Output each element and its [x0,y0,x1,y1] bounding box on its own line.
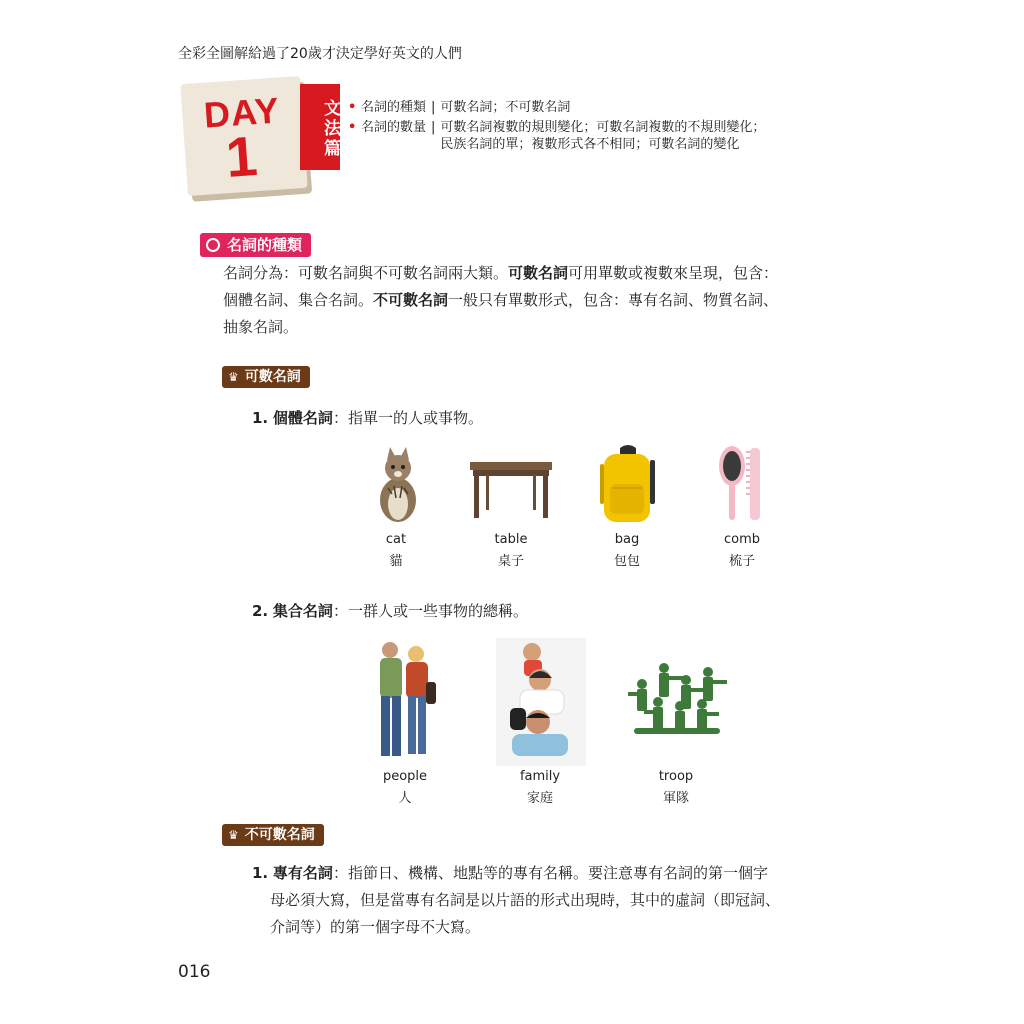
topic-label: 名詞的種類 [361,100,427,115]
label-table-zh: 桌子 [497,554,524,569]
cat-picture [370,442,426,526]
label-table-en: table [494,532,528,547]
day-number: 1 [223,123,260,190]
uncountable-tag [222,824,324,846]
topic-body: 可數名詞複數的規則變化；可數名詞複數的不規則變化； [440,120,766,135]
intro-paragraph [223,260,813,341]
label-people-en: people [382,769,428,784]
topic-body-line2: 民族名詞的單；複數形式各不相同；可數名詞的變化 [440,137,740,152]
item-proper-paragraph [252,860,812,941]
label-family-zh: 家庭 [526,791,553,806]
divider: | [431,120,436,135]
day-word: DAY [202,89,282,136]
label-family-en: family [519,769,561,784]
item-title: 專有名詞 [272,864,333,882]
backpack-picture [598,444,658,526]
intro-line-2 [223,287,813,314]
label-bag-zh: 包包 [613,554,640,569]
grammar-tab-label: 文法篇 [320,99,340,159]
uncountable-tag-label: 不可數名詞 [244,827,315,843]
item-number: 1. [252,409,269,427]
comb-picture [716,444,768,524]
label-comb-en: comb [723,532,761,547]
label-bag-en: bag [614,532,640,547]
intro-text: 抽象名詞。 [223,318,299,336]
topic-item [348,119,765,153]
topic-item [348,99,765,116]
label-cat-en: cat [385,532,407,547]
item-individual-heading [252,407,483,428]
item-number: 2. [252,602,269,620]
family-picture [496,638,586,766]
page-number: 016 [178,962,211,982]
bullet-icon: • [348,120,357,135]
label-troop-zh: 軍隊 [662,791,689,806]
intro-line-3 [223,314,813,341]
section-tag-noun-types [200,233,311,257]
crown-icon: ♛ [228,828,239,842]
topic-body-wrap [440,119,765,153]
countable-tag [222,366,310,388]
intro-text: 個體名詞、集合名詞。 [223,291,374,309]
intro-line-1 [223,260,813,287]
intro-text: 一般只有單數形式，包含：專有名詞、物質名詞、 [448,291,779,309]
item-desc: ：指單一的人或事物。 [332,409,483,427]
lightbulb-icon [206,238,220,252]
intro-text: 可用單數或複數來呈現，包含： [568,264,779,282]
topic-body: 可數名詞；不可數名詞 [440,100,571,115]
grammar-tab [300,84,340,170]
people-picture [368,638,440,760]
item-collective-heading [252,600,528,621]
section-tag-label: 名詞的種類 [227,236,303,254]
item-desc: ：一群人或一些事物的總稱。 [332,602,528,620]
label-troop-en: troop [658,769,694,784]
bullet-icon: • [348,100,357,115]
item-title: 集合名詞 [272,602,333,620]
running-head: 全彩全圖解給過了20歲才決定學好英文的人們 [178,46,462,62]
topic-list [348,99,765,156]
proper-text: ：指節日、機構、地點等的專有名稱。要注意專有名詞的第一個字 [332,864,768,882]
label-cat-zh: 貓 [389,554,403,569]
topic-label: 名詞的數量 [361,120,427,135]
proper-line-2: 母必須大寫，但是當專有名詞是以片語的形式出現時，其中的虛詞（即冠詞、 [270,891,781,909]
crown-icon: ♛ [228,370,239,384]
label-comb-zh: 梳子 [728,554,755,569]
divider: | [431,100,436,115]
label-people-zh: 人 [398,791,412,806]
proper-line-3: 介詞等）的第一個字母不大寫。 [270,918,481,936]
intro-bold: 不可數名詞 [373,291,449,309]
item-number: 1. [252,864,269,882]
toy-soldiers-picture [624,654,730,740]
table-picture [468,460,554,520]
countable-tag-label: 可數名詞 [244,369,301,385]
proper-line-1 [252,860,812,887]
intro-text: 名詞分為：可數名詞與不可數名詞兩大類。 [223,264,509,282]
intro-bold: 可數名詞 [508,264,569,282]
item-title: 個體名詞 [272,409,333,427]
